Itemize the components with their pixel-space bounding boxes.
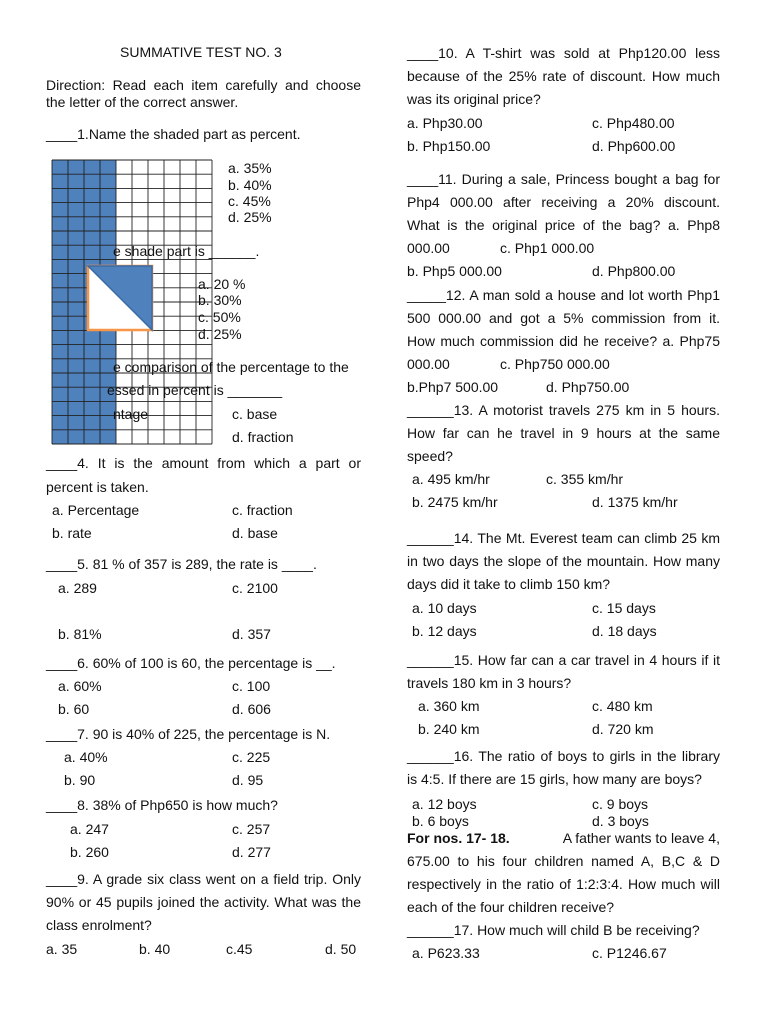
q5-option-b: b. 81% <box>58 626 102 642</box>
q11-stem-line-3: What is the original price of the bag? a. Php8 <box>407 217 720 233</box>
q16-option-d: d. 3 boys <box>592 813 649 829</box>
q17-option-c: c. P1246.67 <box>592 945 667 961</box>
q15-option-c: c. 480 km <box>592 698 653 714</box>
q16-stem-line-1: ______16. The ratio of boys to girls in the library <box>407 748 720 764</box>
q10-option-d: d. Php600.00 <box>592 138 676 154</box>
q3-stem-line-1: e comparison of the percentage to the <box>113 359 349 375</box>
q1-stem: ____1.Name the shaded part as percent. <box>46 126 301 142</box>
q14-option-c: c. 15 days <box>592 600 656 616</box>
q15-option-d: d. 720 km <box>592 721 654 737</box>
q2-option-c: c. 50% <box>198 309 241 325</box>
q17-18-intro-line-1 <box>407 830 720 846</box>
q2-option-b: b. 30% <box>198 292 242 308</box>
q13-option-c: c. 355 km/hr <box>546 471 624 487</box>
q10-stem-line-1: ____10. A T-shirt was sold at Php120.00 less <box>407 45 720 61</box>
q12-option-b: b.Php7 500.00 <box>407 379 499 395</box>
q6-option-d: d. 606 <box>232 701 271 717</box>
q14-option-a: a. 10 days <box>412 600 477 616</box>
q4-option-d: d. base <box>232 525 278 541</box>
q6-option-a: a. 60% <box>58 678 102 694</box>
q11-stem-line-4: 000.00 <box>407 240 450 256</box>
q4-option-b: b. rate <box>52 525 92 541</box>
q10-stem-line-2: because of the 25% rate of discount. How much <box>407 68 720 84</box>
q11-option-c: c. Php1 000.00 <box>500 240 595 256</box>
q9-option-c: c.45 <box>226 941 253 957</box>
q2-option-a: a. 20 % <box>198 276 246 292</box>
q5-stem: ____5. 81 % of 357 is 289, the rate is ____. <box>46 556 317 572</box>
q16-option-b: b. 6 boys <box>412 813 469 829</box>
q1-option-a: a. 35% <box>228 160 272 176</box>
q13-option-d: d. 1375 km/hr <box>592 494 678 510</box>
q9-option-a: a. 35 <box>46 941 78 957</box>
q16-option-a: a. 12 boys <box>412 796 477 812</box>
q9-stem-line-2: 90% or 45 pupils joined the activity. What was the <box>46 894 361 910</box>
q8-option-d: d. 277 <box>232 844 271 860</box>
q17-stem: ______17. How much will child B be receiving? <box>407 922 700 938</box>
q15-option-a: a. 360 km <box>418 698 480 714</box>
q10-option-b: b. Php150.00 <box>407 138 491 154</box>
q16-stem-line-2: is 4:5. If there are 15 girls, how many are boys? <box>407 771 702 787</box>
q2-stem: e shade part is ______. <box>113 243 260 259</box>
q14-option-d: d. 18 days <box>592 623 657 639</box>
q9-stem-line-1: ____9. A grade six class went on a field trip. Only <box>46 871 361 887</box>
q15-stem-line-1: ______15. How far can a car travel in 4 hours if it <box>407 652 720 668</box>
q8-stem: ____8. 38% of Php650 is how much? <box>46 797 278 813</box>
q12-stem-line-3: How much commission did he receive? a. Php75 <box>407 333 720 349</box>
q4-stem-line-2: percent is taken. <box>46 479 149 495</box>
q9-option-b: b. 40 <box>139 941 171 957</box>
q7-option-b: b. 90 <box>64 772 96 788</box>
q12-stem-line-2: 500 000.00 and got a 5% commission from it. <box>407 310 720 326</box>
q5-option-d: d. 357 <box>232 626 271 642</box>
q7-option-c: c. 225 <box>232 749 271 765</box>
q3-option-d: d. fraction <box>232 429 294 445</box>
q13-option-b: b. 2475 km/hr <box>412 494 498 510</box>
q12-option-c: c. Php750 000.00 <box>500 356 610 372</box>
q15-option-b: b. 240 km <box>418 721 480 737</box>
q7-stem: ____7. 90 is 40% of 225, the percentage is N. <box>46 726 331 742</box>
q7-option-d: d. 95 <box>232 772 264 788</box>
q8-option-b: b. 260 <box>70 844 109 860</box>
q8-option-c: c. 257 <box>232 821 271 837</box>
q10-option-c: c. Php480.00 <box>592 115 675 131</box>
q5-option-c: c. 2100 <box>232 580 278 596</box>
q17-18-intro-rest: A father wants to leave 4, <box>562 830 720 846</box>
direction-line-1: Direction: Read each item carefully and choose <box>46 77 361 93</box>
q1-option-b: b. 40% <box>228 177 272 193</box>
q13-stem-line-2: How far can he travel in 9 hours at the same <box>407 425 720 441</box>
q17-18-intro-line-3: respectively in the ratio of 1:2:3:4. How much will <box>407 876 720 892</box>
direction-line-2: the letter of the correct answer. <box>46 94 239 110</box>
q16-option-c: c. 9 boys <box>592 796 649 812</box>
q14-stem-line-1: ______14. The Mt. Everest team can climb 25 km <box>407 530 720 546</box>
q17-18-label: For nos. 17- 18. <box>407 830 510 846</box>
q8-option-a: a. 247 <box>70 821 109 837</box>
q11-option-b: b. Php5 000.00 <box>407 263 502 279</box>
q5-option-a: a. 289 <box>58 580 97 596</box>
q1-option-d: d. 25% <box>228 209 272 225</box>
q6-option-c: c. 100 <box>232 678 271 694</box>
q4-option-a: a. Percentage <box>52 502 140 518</box>
q10-stem-line-3: was its original price? <box>407 91 541 107</box>
q3-stem-line-2: essed in percent is _______ <box>107 382 283 398</box>
q14-option-b: b. 12 days <box>412 623 477 639</box>
q11-option-d: d. Php800.00 <box>592 263 676 279</box>
q14-stem-line-3: days did it take to climb 150 km? <box>407 576 611 592</box>
q4-option-c: c. fraction <box>232 502 293 518</box>
q15-stem-line-2: travels 180 km in 3 hours? <box>407 675 572 691</box>
q17-option-a: a. P623.33 <box>412 945 480 961</box>
q13-option-a: a. 495 km/hr <box>412 471 490 487</box>
q14-stem-line-2: in two days the slope of the mountain. How many <box>407 553 720 569</box>
q11-stem-line-1: ____11. During a sale, Princess bought a bag for <box>407 171 720 187</box>
q9-stem-line-3: class enrolment? <box>46 917 152 933</box>
q11-stem-line-2: Php4 000.00 after receiving a 20% discount. <box>407 194 720 210</box>
q12-stem-line-4: 000.00 <box>407 356 450 372</box>
q6-stem: ____6. 60% of 100 is 60, the percentage is __. <box>46 655 336 671</box>
q10-option-a: a. Php30.00 <box>407 115 483 131</box>
q3-option-a: ntage <box>113 406 149 422</box>
q4-stem-line-1: ____4. It is the amount from which a part or <box>46 455 361 471</box>
q9-option-d: d. 50 <box>325 941 357 957</box>
q6-option-b: b. 60 <box>58 701 90 717</box>
q3-option-c: c. base <box>232 406 278 422</box>
q13-stem-line-3: speed? <box>407 448 453 464</box>
q7-option-a: a. 40% <box>64 749 108 765</box>
q13-stem-line-1: ______13. A motorist travels 275 km in 5 hours. <box>407 402 720 418</box>
q12-stem-line-1: _____12. A man sold a house and lot worth Php1 <box>407 287 720 303</box>
q2-option-d: d. 25% <box>198 326 242 342</box>
page-title: SUMMATIVE TEST NO. 3 <box>120 44 282 60</box>
triangle-figure <box>88 266 152 330</box>
q17-18-intro-line-2: 675.00 to his four children named A, B,C & D <box>407 853 720 869</box>
q12-option-d: d. Php750.00 <box>546 379 630 395</box>
q1-option-c: c. 45% <box>228 193 271 209</box>
q17-18-intro-line-4: each of the four children receive? <box>407 899 615 915</box>
